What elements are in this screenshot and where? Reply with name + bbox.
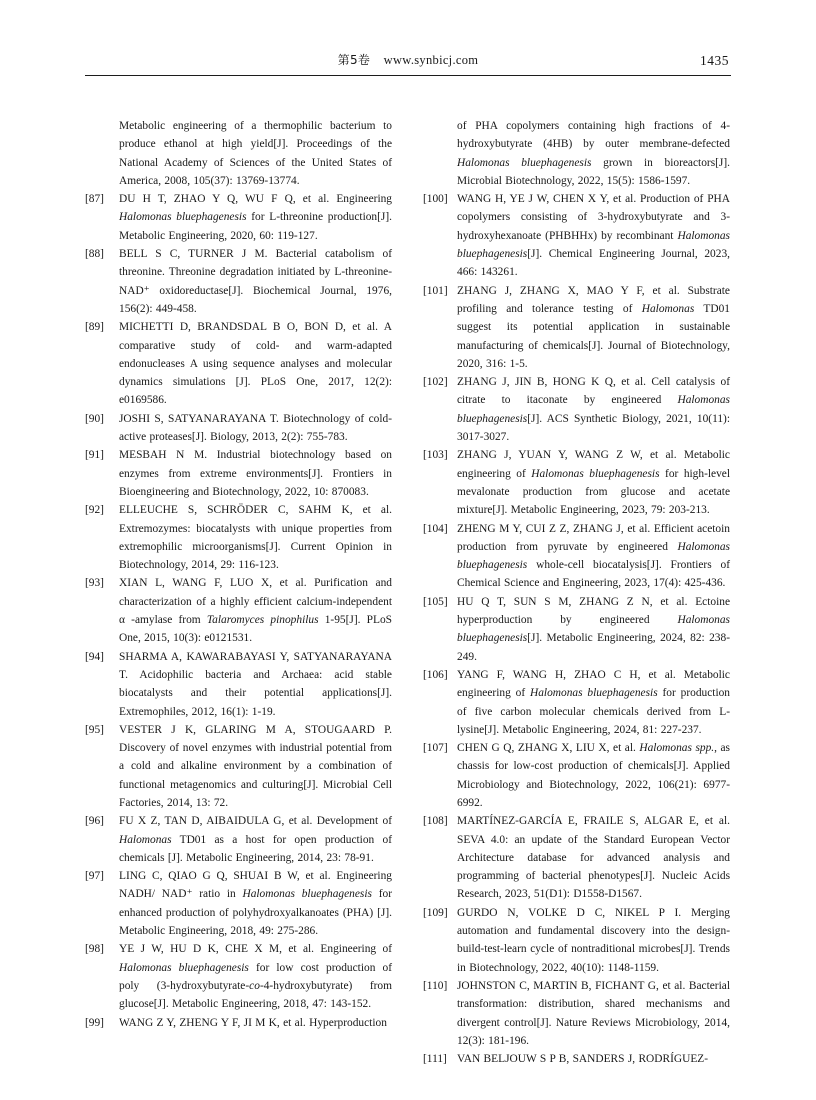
reference-text: ZHANG J, ZHANG X, MAO Y F, et al. Substrate profiling and tolerance testing of Halomonas TD01 suggest its potential application in sustainable manufacturing of chemicals[J]. Journal of Biotechnology, 2020, 316: 1-5. (457, 284, 730, 370)
reference-item (85, 318, 392, 409)
reference-number: [107] (423, 742, 448, 755)
reference-item (423, 282, 730, 373)
reference-text: DU H T, ZHAO Y Q, WU F Q, et al. Engineering Halomonas bluephagenesis for L-threonine production[J]. Metabolic Engineering, 2020, 60: 119-127. (119, 193, 392, 242)
references-column-left (85, 117, 392, 1068)
reference-number: [89] (85, 321, 104, 334)
reference-number: [111] (423, 1053, 447, 1066)
journal-volume: 第5卷 (337, 53, 371, 67)
reference-number: [108] (423, 815, 448, 828)
reference-text: of PHA copolymers containing high fractions of 4-hydroxybutyrate (4HB) by outer membrane-defected Halomonas bluephagenesis grown in bioreactors[J]. Microbial Biotechnology, 2022, 15(5): 1586-1597. (457, 120, 730, 187)
reference-text: SHARMA A, KAWARABAYASI Y, SATYANARAYANA T. Acidophilic bacteria and Archaea: acid stable biocatalysts and their potential applications[J]. Extremophiles, 2012, 16(1): 1-19. (119, 650, 392, 718)
reference-item (85, 410, 392, 447)
reference-item (85, 574, 392, 647)
reference-text: MICHETTI D, BRANDSDAL B O, BON D, et al. A comparative study of cold- and warm-adapted endonucleases A using sequence analyses and molecular dynamics simulations [J]. PLoS One, 2017, 12(2): e0169586. (119, 321, 392, 407)
reference-item (85, 245, 392, 318)
page-content (85, 0, 731, 1068)
reference-text: XIAN L, WANG F, LUO X, et al. Purification and characterization of a highly efficient calcium-independent α -amylase from Talaromyces pinophilus 1-95[J]. PLoS One, 2015, 10(3): e0121531. (119, 577, 393, 645)
reference-item (85, 501, 392, 574)
reference-text: LING C, QIAO G Q, SHUAI B W, et al. Engineering NADH/ NAD⁺ ratio in Halomonas bluephagenesis for enhanced production of polyhydroxyalkanoates (PHA) [J]. Metabolic Engineering, 2018, 49: 275-286. (119, 870, 392, 938)
page-header (85, 0, 731, 68)
references-column-right (423, 117, 730, 1068)
reference-text: ZHANG J, JIN B, HONG K Q, et al. Cell catalysis of citrate to itaconate by engineered Halomonas bluephagenesis[J]. ACS Synthetic Biology, 2021, 10(11): 3017-3027. (457, 376, 730, 444)
reference-number: [105] (423, 595, 448, 608)
reference-item (85, 446, 392, 501)
reference-item (85, 940, 392, 1013)
reference-item (423, 373, 730, 446)
reference-item (423, 520, 730, 593)
reference-item (423, 739, 730, 812)
reference-text: ZHANG J, YUAN Y, WANG Z W, et al. Metabolic engineering of Halomonas bluephagenesis for high-level mevalonate production from glucose and acetate mixture[J]. Metabolic Engineering, 2023, 79: 203-213. (457, 449, 730, 517)
reference-text: JOSHI S, SATYANARAYANA T. Biotechnology of cold-active proteases[J]. Biology, 2013, 2(2): 755-783. (119, 412, 392, 444)
header-rule (85, 75, 731, 76)
reference-number: [97] (85, 870, 104, 883)
reference-number: [87] (85, 193, 104, 206)
reference-item (423, 666, 730, 739)
running-head (85, 51, 731, 68)
reference-item (85, 117, 392, 190)
reference-item (423, 446, 730, 519)
reference-number: [95] (85, 723, 104, 736)
reference-text: VESTER J K, GLARING M A, STOUGAARD P. Discovery of novel enzymes with industrial potential from a cold and alkaline environment by a combination of functional metagenomics and culturing[J]. Microbial Cell Factories, 2014, 13: 72. (119, 723, 392, 809)
reference-number: [102] (423, 376, 448, 389)
reference-text: JOHNSTON C, MARTIN B, FICHANT G, et al. Bacterial transformation: distribution, shared mechanisms and divergent control[J]. Nature Reviews Microbiology, 2014, 12(3): 181-196. (457, 979, 730, 1047)
reference-number: [93] (85, 577, 104, 590)
journal-website: www.synbicj.com (383, 53, 479, 67)
reference-number: [106] (423, 668, 448, 681)
reference-number: [99] (85, 1016, 104, 1029)
page-number: 1435 (700, 53, 729, 68)
reference-number: [98] (85, 943, 104, 956)
reference-item (423, 977, 730, 1050)
references-section (85, 117, 731, 1068)
reference-number: [101] (423, 284, 448, 297)
reference-item (423, 117, 730, 190)
reference-text: MARTÍNEZ-GARCÍA E, FRAILE S, ALGAR E, et al. SEVA 4.0: an update of the Standard European Vector Architecture database for advanced analysis and programming of bacterial phenotypes[J]. Nucleic Acids Research, 2023, 51(D1): D1558-D1567. (457, 815, 730, 901)
reference-text: Metabolic engineering of a thermophilic bacterium to produce ethanol at high yield[J]. Proceedings of the National Academy of Sciences of the United States of America, 2008, 105(37): 13769-13774. (119, 120, 392, 187)
reference-text: GURDO N, VOLKE D C, NIKEL P I. Merging automation and fundamental discovery into the design-build-test-learn cycle of nontraditional microbes[J]. Trends in Biotechnology, 2022, 40(10): 1148-1159. (457, 906, 730, 974)
reference-item (85, 867, 392, 940)
reference-item (85, 190, 392, 245)
reference-number: [90] (85, 412, 104, 425)
reference-number: [100] (423, 193, 448, 206)
reference-number: [110] (423, 979, 448, 992)
reference-text: WANG Z Y, ZHENG Y F, JI M K, et al. Hyperproduction (119, 1016, 387, 1029)
reference-number: [94] (85, 650, 104, 663)
reference-item (423, 593, 730, 666)
reference-text: ELLEUCHE S, SCHRÖDER C, SAHM K, et al. Extremozymes: biocatalysts with unique properties from extremophilic microorganisms[J]. Current Opinion in Biotechnology, 2014, 29: 116-123. (119, 504, 392, 572)
reference-text: WANG H, YE J W, CHEN X Y, et al. Production of PHA copolymers consisting of 3-hydroxybutyrate and 3-hydroxyhexanoate (PHBHHx) by recombinant Halomonas bluephagenesis[J]. Chemical Engineering Journal, 2023, 466: 143261. (457, 193, 730, 279)
reference-number: [91] (85, 449, 104, 462)
reference-text: YE J W, HU D K, CHE X M, et al. Engineering of Halomonas bluephagenesis for low cost production of poly (3-hydroxybutyrate-co-4-hydroxybutyrate) from glucose[J]. Metabolic Engineering, 2018, 47: 143-152. (119, 943, 392, 1011)
reference-text: MESBAH N M. Industrial biotechnology based on enzymes from extreme environments[J]. Frontiers in Bioengineering and Biotechnology, 2022, 10: 870083. (119, 449, 392, 498)
reference-number: [109] (423, 906, 448, 919)
reference-number: [103] (423, 449, 448, 462)
reference-text: YANG F, WANG H, ZHAO C H, et al. Metabolic engineering of Halomonas bluephagenesis for production of five carbon molecular chemicals derived from L-lysine[J]. Metabolic Engineering, 2024, 81: 227-237. (457, 668, 730, 736)
reference-item (85, 812, 392, 867)
reference-text: HU Q T, SUN S M, ZHANG Z N, et al. Ectoine hyperproduction by engineered Halomonas bluephagenesis[J]. Metabolic Engineering, 2024, 82: 238-249. (457, 595, 730, 663)
reference-number: [104] (423, 522, 448, 535)
reference-text: CHEN G Q, ZHANG X, LIU X, et al. Halomonas spp., as chassis for low-cost production of chemicals[J]. Applied Microbiology and Biotechnology, 2022, 106(21): 6977-6992. (457, 742, 730, 809)
reference-number: [96] (85, 815, 104, 828)
reference-item (85, 1014, 392, 1032)
reference-text: FU X Z, TAN D, AIBAIDULA G, et al. Development of Halomonas TD01 as a host for open production of chemicals [J]. Metabolic Engineering, 2014, 23: 78-91. (119, 815, 392, 864)
reference-item (423, 1050, 730, 1068)
reference-item (423, 190, 730, 281)
reference-text: ZHENG M Y, CUI Z Z, ZHANG J, et al. Efficient acetoin production from pyruvate by engineered Halomonas bluephagenesis whole-cell biocatalysis[J]. Frontiers of Chemical Science and Engineering, 2023, 17(4): 425-436. (457, 522, 730, 590)
reference-item (85, 721, 392, 812)
reference-number: [92] (85, 504, 104, 517)
reference-number: [88] (85, 248, 104, 261)
reference-item (85, 648, 392, 721)
reference-item (423, 904, 730, 977)
reference-item (423, 812, 730, 903)
reference-text: BELL S C, TURNER J M. Bacterial catabolism of threonine. Threonine degradation initiated by L-threonine-NAD⁺ oxidoreductase[J]. Biochemical Journal, 1976, 156(2): 449-458. (119, 248, 392, 315)
reference-text: VAN BELJOUW S P B, SANDERS J, RODRÍGUEZ- (457, 1053, 709, 1066)
